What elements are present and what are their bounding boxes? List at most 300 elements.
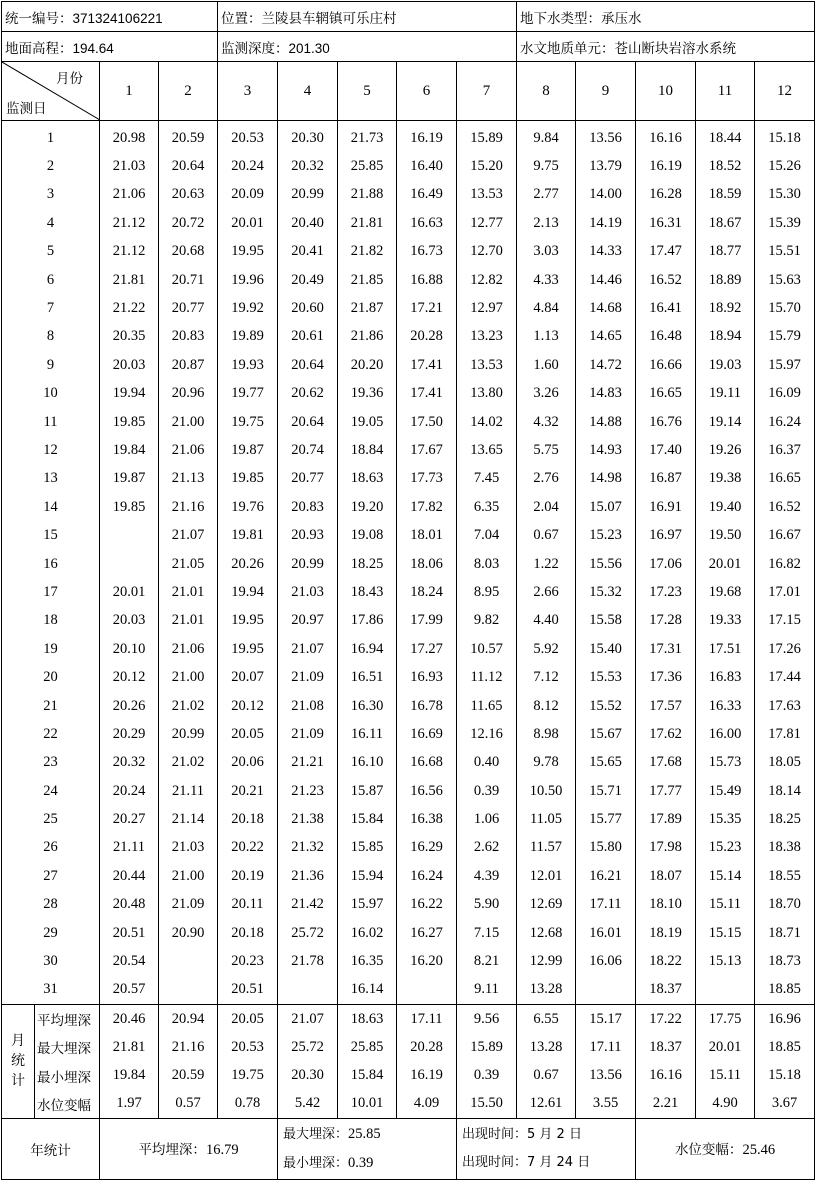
stat-cell: 19.75 (218, 1061, 278, 1089)
depth-cell: 20.41 (278, 238, 338, 266)
stat-cell: 9.56 (457, 1005, 517, 1034)
table-row (2, 181, 815, 209)
stat-cell: 5.42 (278, 1090, 338, 1119)
depth-cell: 19.75 (218, 408, 278, 436)
depth-cell: 17.51 (696, 635, 755, 663)
depth-cell: 17.86 (338, 607, 397, 635)
depth-cell: 19.94 (218, 578, 278, 606)
stat-cell: 20.94 (159, 1005, 218, 1034)
depth-cell: 18.94 (696, 323, 755, 351)
stat-cell: 18.37 (636, 1033, 696, 1061)
depth-cell: 5.90 (457, 891, 517, 919)
depth-cell: 6.35 (457, 493, 517, 521)
table-row (2, 550, 815, 578)
depth-cell: 20.21 (218, 777, 278, 805)
depth-cell: 18.19 (636, 919, 696, 947)
depth-cell: 16.63 (397, 209, 457, 237)
depth-cell: 17.99 (397, 607, 457, 635)
depth-cell: 18.63 (338, 465, 397, 493)
depth-cell: 13.80 (457, 380, 517, 408)
depth-cell: 16.02 (338, 919, 397, 947)
day-cell: 18 (2, 607, 100, 635)
day-cell: 23 (2, 749, 100, 777)
depth-cell: 19.85 (100, 493, 159, 521)
depth-cell: 20.64 (278, 351, 338, 379)
depth-cell: 13.79 (576, 152, 636, 180)
stat-cell: 0.78 (218, 1090, 278, 1119)
day-cell: 29 (2, 919, 100, 947)
depth-cell: 13.23 (457, 323, 517, 351)
month-axis-label: 月份 (56, 71, 83, 87)
depth-cell: 10.57 (457, 635, 517, 663)
depth-cell: 16.51 (338, 663, 397, 691)
depth-cell: 16.83 (696, 663, 755, 691)
depth-cell: 16.24 (397, 862, 457, 890)
depth-cell: 19.20 (338, 493, 397, 521)
depth-cell: 20.03 (100, 351, 159, 379)
depth-cell: 19.38 (696, 465, 755, 493)
depth-cell: 21.00 (159, 663, 218, 691)
depth-cell: 15.71 (576, 777, 636, 805)
depth-cell: 4.84 (517, 294, 576, 322)
depth-cell: 20.98 (100, 121, 159, 153)
month-header: 8 (517, 62, 576, 121)
depth-cell: 20.53 (218, 121, 278, 153)
depth-cell: 21.88 (338, 181, 397, 209)
depth-cell: 15.97 (338, 891, 397, 919)
depth-cell: 16.33 (696, 692, 755, 720)
depth-cell: 20.99 (159, 720, 218, 748)
depth-cell: 20.22 (218, 834, 278, 862)
depth-cell: 15.56 (576, 550, 636, 578)
depth-cell: 20.57 (100, 976, 159, 1005)
depth-cell: 12.77 (457, 209, 517, 237)
depth-cell: 16.11 (338, 720, 397, 748)
depth-cell: 21.23 (278, 777, 338, 805)
depth-cell: 20.44 (100, 862, 159, 890)
depth-cell: 21.00 (159, 408, 218, 436)
table-row (2, 692, 815, 720)
table-row (2, 323, 815, 351)
depth-cell: 17.23 (636, 578, 696, 606)
day-cell: 24 (2, 777, 100, 805)
depth-cell: 15.53 (576, 663, 636, 691)
depth-cell: 21.02 (159, 749, 218, 777)
day-cell: 22 (2, 720, 100, 748)
day-cell: 16 (2, 550, 100, 578)
depth-cell: 17.41 (397, 351, 457, 379)
depth-cell: 17.06 (636, 550, 696, 578)
depth-cell: 0.67 (517, 521, 576, 549)
stat-cell: 21.07 (278, 1005, 338, 1034)
depth-cell: 18.14 (755, 777, 815, 805)
annual-stat-row (2, 1118, 815, 1179)
depth-cell: 19.26 (696, 436, 755, 464)
table-row (2, 121, 815, 153)
month-header: 3 (218, 62, 278, 121)
day-cell: 26 (2, 834, 100, 862)
depth-cell: 9.82 (457, 607, 517, 635)
depth-cell: 20.71 (159, 266, 218, 294)
depth-cell: 16.31 (636, 209, 696, 237)
depth-cell: 21.13 (159, 465, 218, 493)
depth-cell: 16.19 (636, 152, 696, 180)
depth-cell: 21.78 (278, 947, 338, 975)
depth-cell: 21.14 (159, 805, 218, 833)
depth-cell: 19.85 (100, 408, 159, 436)
monthly-stat-label: 月 统 计 (2, 1005, 35, 1119)
depth-cell: 21.03 (278, 578, 338, 606)
depth-cell: 20.74 (278, 436, 338, 464)
table-row (2, 607, 815, 635)
depth-cell: 17.50 (397, 408, 457, 436)
depth-cell: 17.98 (636, 834, 696, 862)
depth-cell: 20.10 (100, 635, 159, 663)
depth-cell: 16.93 (397, 663, 457, 691)
table-row (2, 209, 815, 237)
depth-cell: 21.03 (159, 834, 218, 862)
stat-cell: 17.22 (636, 1005, 696, 1034)
table-row (2, 635, 815, 663)
stat-cell: 25.72 (278, 1033, 338, 1061)
depth-cell: 8.98 (517, 720, 576, 748)
depth-cell: 20.99 (278, 550, 338, 578)
table-row (2, 493, 815, 521)
table-row (2, 294, 815, 322)
depth-cell: 14.98 (576, 465, 636, 493)
day-cell: 10 (2, 380, 100, 408)
depth-cell: 18.67 (696, 209, 755, 237)
stat-label: 平均埋深 (35, 1005, 100, 1034)
depth-cell: 16.29 (397, 834, 457, 862)
depth-cell: 20.19 (218, 862, 278, 890)
station-location: 位置：兰陵县车辋镇可乐庄村 (218, 2, 517, 32)
depth-cell: 21.38 (278, 805, 338, 833)
depth-cell (100, 521, 159, 549)
depth-cell: 8.21 (457, 947, 517, 975)
stat-label: 水位变幅 (35, 1090, 100, 1119)
depth-cell: 16.22 (397, 891, 457, 919)
table-row (2, 777, 815, 805)
depth-cell: 21.00 (159, 862, 218, 890)
depth-cell: 20.64 (159, 152, 218, 180)
depth-cell: 18.24 (397, 578, 457, 606)
depth-cell: 16.69 (397, 720, 457, 748)
depth-cell: 15.40 (576, 635, 636, 663)
depth-cell: 16.52 (755, 493, 815, 521)
stat-cell: 10.01 (338, 1090, 397, 1119)
depth-cell: 19.05 (338, 408, 397, 436)
stat-cell: 0.39 (457, 1061, 517, 1089)
depth-cell: 20.26 (218, 550, 278, 578)
depth-cell: 2.77 (517, 181, 576, 209)
stat-cell: 1.97 (100, 1090, 159, 1119)
depth-cell: 16.67 (755, 521, 815, 549)
depth-cell: 11.12 (457, 663, 517, 691)
stat-cell: 20.53 (218, 1033, 278, 1061)
stat-label: 最大埋深 (35, 1033, 100, 1061)
stat-cell: 0.67 (517, 1061, 576, 1089)
depth-cell: 19.40 (696, 493, 755, 521)
day-cell: 19 (2, 635, 100, 663)
table-row (2, 408, 815, 436)
annual-average-value: 16.79 (205, 1142, 239, 1159)
depth-cell: 16.68 (397, 749, 457, 777)
depth-cell: 15.11 (696, 891, 755, 919)
depth-cell: 19.92 (218, 294, 278, 322)
table-row (2, 919, 815, 947)
depth-cell: 12.82 (457, 266, 517, 294)
max-occurrence-time: 出现时间：5 月 2 日 (462, 1126, 582, 1142)
depth-cell: 21.07 (159, 521, 218, 549)
stat-cell: 3.67 (755, 1090, 815, 1119)
depth-cell: 14.88 (576, 408, 636, 436)
depth-cell: 16.66 (636, 351, 696, 379)
depth-cell: 15.20 (457, 152, 517, 180)
depth-cell: 20.06 (218, 749, 278, 777)
depth-cell: 1.60 (517, 351, 576, 379)
table-row (2, 380, 815, 408)
day-cell: 28 (2, 891, 100, 919)
depth-cell: 2.62 (457, 834, 517, 862)
depth-cell: 16.65 (636, 380, 696, 408)
depth-cell (397, 976, 457, 1005)
annual-water-level-range: 水位变幅：25.46 (636, 1118, 815, 1179)
depth-cell: 19.11 (696, 380, 755, 408)
depth-cell: 21.86 (338, 323, 397, 351)
depth-cell: 21.73 (338, 121, 397, 153)
depth-cell: 12.97 (457, 294, 517, 322)
table-row (2, 663, 815, 691)
table-row (2, 720, 815, 748)
depth-cell: 16.65 (755, 465, 815, 493)
stat-cell: 17.11 (397, 1005, 457, 1034)
depth-cell: 1.06 (457, 805, 517, 833)
depth-cell: 16.88 (397, 266, 457, 294)
depth-cell: 2.76 (517, 465, 576, 493)
depth-cell: 13.28 (517, 976, 576, 1005)
depth-cell: 15.67 (576, 720, 636, 748)
depth-cell: 18.25 (338, 550, 397, 578)
stat-row (2, 1005, 815, 1034)
depth-cell: 18.37 (636, 976, 696, 1005)
depth-cell: 20.01 (100, 578, 159, 606)
depth-cell: 17.67 (397, 436, 457, 464)
depth-cell: 21.09 (278, 663, 338, 691)
depth-cell: 16.91 (636, 493, 696, 521)
depth-cell: 19.03 (696, 351, 755, 379)
depth-cell: 14.68 (576, 294, 636, 322)
monitoring-depth: 监测深度：201.30 (218, 32, 517, 62)
depth-cell: 17.44 (755, 663, 815, 691)
depth-cell: 20.32 (100, 749, 159, 777)
depth-cell: 19.14 (696, 408, 755, 436)
table-row (2, 891, 815, 919)
depth-cell: 4.40 (517, 607, 576, 635)
depth-cell: 14.00 (576, 181, 636, 209)
month-header: 12 (755, 62, 815, 121)
depth-cell: 17.47 (636, 238, 696, 266)
annual-occurrence-times (457, 1118, 636, 1179)
depth-cell: 17.31 (636, 635, 696, 663)
depth-cell: 15.51 (755, 238, 815, 266)
depth-cell: 20.63 (159, 181, 218, 209)
depth-cell: 18.55 (755, 862, 815, 890)
depth-cell: 15.63 (755, 266, 815, 294)
depth-cell: 18.71 (755, 919, 815, 947)
depth-cell: 20.09 (218, 181, 278, 209)
depth-cell: 20.87 (159, 351, 218, 379)
day-cell: 20 (2, 663, 100, 691)
depth-cell: 20.32 (278, 152, 338, 180)
depth-cell: 21.01 (159, 607, 218, 635)
stat-row (2, 1033, 815, 1061)
depth-cell: 21.32 (278, 834, 338, 862)
depth-cell: 20.64 (278, 408, 338, 436)
depth-cell: 18.38 (755, 834, 815, 862)
depth-cell: 20.97 (278, 607, 338, 635)
depth-cell: 16.30 (338, 692, 397, 720)
depth-cell: 16.76 (636, 408, 696, 436)
table-row (2, 266, 815, 294)
stat-cell: 6.55 (517, 1005, 576, 1034)
depth-cell: 18.92 (696, 294, 755, 322)
day-cell: 12 (2, 436, 100, 464)
depth-cell: 20.03 (100, 607, 159, 635)
depth-cell: 16.37 (755, 436, 815, 464)
depth-cell: 15.32 (576, 578, 636, 606)
depth-cell: 16.41 (636, 294, 696, 322)
depth-cell: 5.75 (517, 436, 576, 464)
depth-cell: 15.23 (696, 834, 755, 862)
day-cell: 6 (2, 266, 100, 294)
depth-cell: 13.53 (457, 181, 517, 209)
depth-cell: 16.24 (755, 408, 815, 436)
day-cell: 25 (2, 805, 100, 833)
depth-cell: 19.95 (218, 635, 278, 663)
stat-row (2, 1090, 815, 1119)
annual-range-value: 25.46 (742, 1142, 776, 1159)
depth-cell: 0.40 (457, 749, 517, 777)
depth-cell: 15.14 (696, 862, 755, 890)
depth-cell: 0.39 (457, 777, 517, 805)
depth-cell: 18.59 (696, 181, 755, 209)
depth-cell: 14.93 (576, 436, 636, 464)
depth-cell: 15.52 (576, 692, 636, 720)
depth-cell: 12.01 (517, 862, 576, 890)
depth-cell: 20.01 (218, 209, 278, 237)
depth-cell: 20.12 (218, 692, 278, 720)
depth-cell: 20.29 (100, 720, 159, 748)
depth-cell: 16.00 (696, 720, 755, 748)
depth-cell: 15.70 (755, 294, 815, 322)
depth-cell: 20.51 (218, 976, 278, 1005)
table-row (2, 465, 815, 493)
depth-cell: 19.76 (218, 493, 278, 521)
day-cell: 14 (2, 493, 100, 521)
depth-cell: 21.81 (100, 266, 159, 294)
depth-cell: 20.20 (338, 351, 397, 379)
depth-cell: 18.22 (636, 947, 696, 975)
depth-cell: 18.06 (397, 550, 457, 578)
depth-cell: 16.28 (636, 181, 696, 209)
depth-cell: 20.59 (159, 121, 218, 153)
depth-cell: 21.02 (159, 692, 218, 720)
depth-cell: 20.23 (218, 947, 278, 975)
stat-cell: 16.96 (755, 1005, 815, 1034)
depth-cell: 17.01 (755, 578, 815, 606)
depth-cell: 21.85 (338, 266, 397, 294)
depth-cell: 14.33 (576, 238, 636, 266)
depth-cell: 12.70 (457, 238, 517, 266)
stat-row (2, 1061, 815, 1089)
depth-cell: 20.72 (159, 209, 218, 237)
stat-label: 最小埋深 (35, 1061, 100, 1089)
table-row (2, 351, 815, 379)
depth-cell: 8.03 (457, 550, 517, 578)
depth-cell: 21.03 (100, 152, 159, 180)
depth-cell: 21.21 (278, 749, 338, 777)
depth-cell: 18.85 (755, 976, 815, 1005)
depth-cell: 17.73 (397, 465, 457, 493)
stat-cell: 4.09 (397, 1090, 457, 1119)
stat-cell: 20.30 (278, 1061, 338, 1089)
depth-cell: 2.04 (517, 493, 576, 521)
depth-cell: 21.16 (159, 493, 218, 521)
table-row (2, 976, 815, 1005)
depth-cell: 10.50 (517, 777, 576, 805)
depth-cell: 16.48 (636, 323, 696, 351)
depth-cell: 7.12 (517, 663, 576, 691)
depth-cell: 18.52 (696, 152, 755, 180)
depth-cell: 13.65 (457, 436, 517, 464)
depth-cell: 20.30 (278, 121, 338, 153)
depth-cell: 20.24 (100, 777, 159, 805)
depth-cell (159, 976, 218, 1005)
stat-cell: 13.56 (576, 1061, 636, 1089)
depth-cell: 15.58 (576, 607, 636, 635)
depth-cell: 21.06 (100, 181, 159, 209)
depth-cell: 19.89 (218, 323, 278, 351)
depth-cell: 20.77 (278, 465, 338, 493)
depth-cell: 21.09 (278, 720, 338, 748)
depth-cell: 15.73 (696, 749, 755, 777)
day-cell: 15 (2, 521, 100, 549)
depth-cell: 16.10 (338, 749, 397, 777)
depth-cell: 19.08 (338, 521, 397, 549)
depth-cell: 20.54 (100, 947, 159, 975)
stat-cell: 18.63 (338, 1005, 397, 1034)
depth-cell: 12.16 (457, 720, 517, 748)
depth-cell: 21.06 (159, 635, 218, 663)
depth-cell (696, 976, 755, 1005)
depth-cell: 20.77 (159, 294, 218, 322)
depth-cell: 16.06 (576, 947, 636, 975)
stat-cell: 4.90 (696, 1090, 755, 1119)
day-axis-label: 监测日 (6, 101, 47, 117)
depth-cell: 4.33 (517, 266, 576, 294)
depth-cell: 15.89 (457, 121, 517, 153)
depth-cell: 19.96 (218, 266, 278, 294)
depth-cell: 16.78 (397, 692, 457, 720)
day-cell: 17 (2, 578, 100, 606)
stat-cell: 15.18 (755, 1061, 815, 1089)
depth-cell: 15.26 (755, 152, 815, 180)
month-header: 2 (159, 62, 218, 121)
depth-cell: 20.12 (100, 663, 159, 691)
depth-cell: 14.46 (576, 266, 636, 294)
table-row (2, 805, 815, 833)
